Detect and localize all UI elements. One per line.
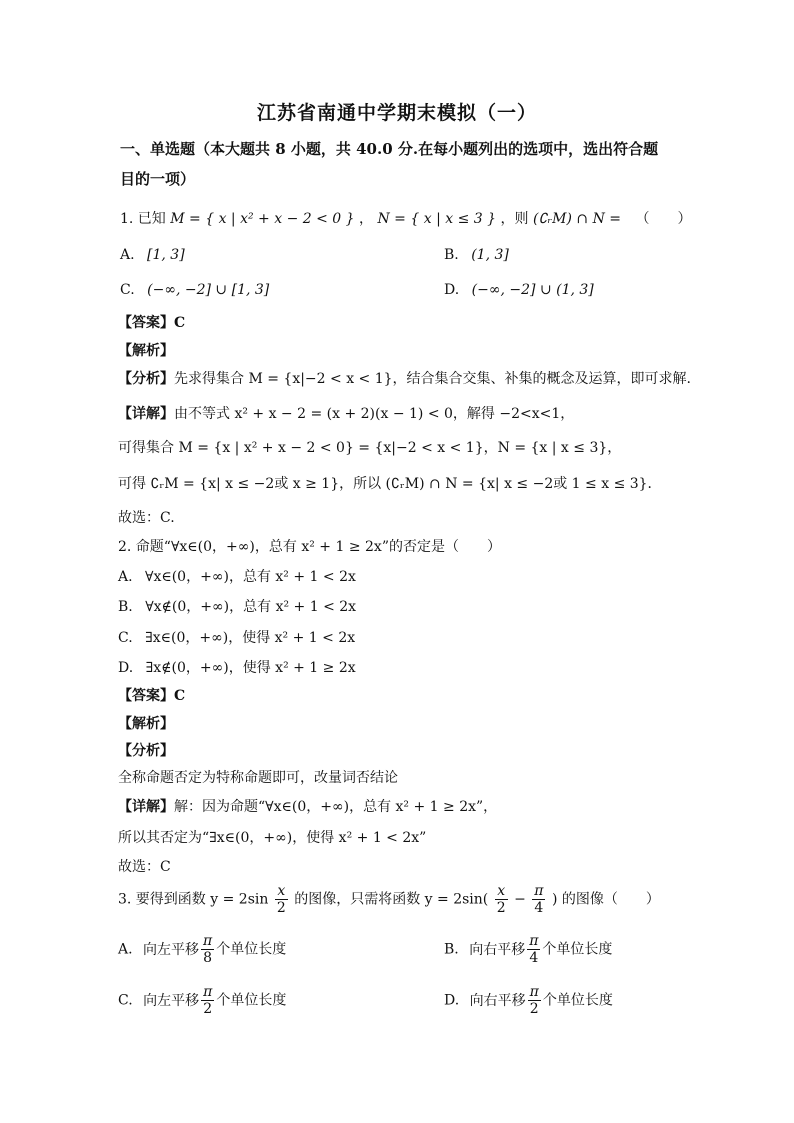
q2-line-fouding: 所以其否定为“∃x∈(0，+∞)，使得 x² + 1 < 2x” — [118, 830, 427, 846]
option-text: (1, 3] — [471, 247, 509, 263]
q3-frac-x-over-2 — [275, 883, 288, 916]
q3-option-a — [118, 933, 286, 966]
q2-fenxi-tag: 【分析】 — [118, 743, 174, 759]
q3-stem — [118, 883, 660, 916]
option-post: 个单位长度 — [216, 941, 287, 958]
q1-option-b — [444, 247, 509, 263]
q2-option-b — [118, 596, 356, 616]
q3-option-d — [444, 984, 613, 1017]
q1-stem — [120, 208, 691, 228]
frac-denominator: 2 — [496, 900, 506, 916]
q2-option-d — [118, 657, 356, 677]
frac-numerator: π — [529, 933, 539, 949]
q3-frac-x-over-2b — [495, 883, 508, 916]
q2-fenxi-text: 全称命题否定为特称命题即可，改量词否结论 — [118, 770, 398, 786]
option-pre: 向右平移 — [469, 992, 526, 1009]
option-post: 个单位长度 — [216, 992, 287, 1009]
q1-fenxi — [118, 368, 691, 388]
frac-denominator: 8 — [203, 950, 213, 966]
option-label: B. — [444, 247, 459, 263]
option-label: D. — [444, 992, 460, 1009]
frac-denominator: 2 — [203, 1001, 213, 1017]
q1-guxuan: 故选：C. — [118, 510, 175, 526]
q3-stem-c: ) 的图像（ ） — [551, 891, 660, 908]
option-label: C. — [118, 992, 133, 1009]
q1-option-c — [120, 282, 269, 298]
frac-numerator: π — [534, 883, 544, 899]
xiangjie-tag: 【详解】 — [118, 799, 174, 815]
frac-numerator: x — [495, 883, 508, 900]
frac-numerator: π — [203, 984, 213, 1000]
frac-numerator: x — [275, 883, 288, 900]
option-label: B. — [118, 599, 133, 615]
section-header-line2: 目的一项） — [120, 170, 196, 188]
option-label: C. — [120, 282, 135, 298]
option-frac — [201, 933, 214, 966]
option-post: 个单位长度 — [542, 941, 613, 958]
q2-stem: 2. 命题“∀x∈(0，+∞)，总有 x² + 1 ≥ 2x”的否定是（ ） — [118, 539, 501, 555]
q1-comma: ， — [359, 211, 374, 227]
q2-xiangjie — [118, 796, 497, 816]
option-pre: 向左平移 — [143, 941, 200, 958]
q3-stem-a: 3. 要得到函数 y = 2sin — [118, 891, 269, 908]
option-label: B. — [444, 941, 459, 958]
option-frac — [528, 984, 541, 1017]
q2-option-c — [118, 627, 355, 647]
page-title: 江苏省南通中学期末模拟（一） — [256, 102, 537, 124]
frac-denominator: 4 — [534, 900, 544, 916]
q3-minus: − — [514, 891, 526, 908]
frac-numerator: π — [203, 933, 213, 949]
option-text: ∃x∈(0，+∞)，使得 x² + 1 < 2x — [145, 630, 356, 646]
frac-denominator: 2 — [276, 900, 286, 916]
frac-numerator: π — [529, 984, 539, 1000]
fenxi-tag: 【分析】 — [118, 371, 174, 387]
section-header-line1: 一、单选题（本大题共 8 小题，共 40.0 分.在每小题列出的选项中，选出符合题 — [120, 140, 659, 158]
option-label: D. — [444, 282, 460, 298]
q1-then: ，则 — [500, 211, 529, 227]
fenxi-text: 先求得集合 M = {x|−2 < x < 1}，结合集合交集、补集的概念及运算，即可求解. — [174, 371, 691, 387]
xiangjie-text: 解：因为命题“∀x∈(0，+∞)，总有 x² + 1 ≥ 2x”， — [174, 799, 498, 815]
q1-expr: (∁ᵣM) ∩ N = — [532, 211, 622, 227]
q1-set-n: N = { x | x ≤ 3 } — [377, 211, 497, 227]
option-label: C. — [118, 630, 133, 646]
option-label: D. — [118, 660, 134, 676]
option-text: [1, 3] — [147, 247, 185, 263]
frac-denominator: 4 — [529, 950, 539, 966]
xiangjie-text: 由不等式 x² + x − 2 = (x + 2)(x − 1) < 0，解得 −2<x<1， — [174, 406, 575, 422]
option-text: ∃x∉(0，+∞)，使得 x² + 1 ≥ 2x — [145, 660, 356, 676]
q1-set-m: M = { x | x² + x − 2 < 0 } — [170, 211, 355, 227]
q1-jiexi: 【解析】 — [118, 343, 174, 359]
option-post: 个单位长度 — [542, 992, 613, 1009]
q1-option-a — [120, 247, 185, 263]
option-text: (−∞, −2] ∪ (1, 3] — [471, 282, 594, 298]
q1-stem-num: 1. 已知 — [120, 211, 166, 227]
option-frac — [527, 933, 540, 966]
option-frac — [201, 984, 214, 1017]
frac-denominator: 2 — [529, 1001, 539, 1017]
q2-answer: 【答案】C — [118, 688, 186, 704]
option-label: A. — [120, 247, 135, 263]
q3-option-b — [444, 933, 612, 966]
xiangjie-tag: 【详解】 — [118, 406, 174, 422]
q2-guxuan: 故选：C — [118, 859, 171, 875]
q2-option-a — [118, 566, 356, 586]
option-text: (−∞, −2] ∪ [1, 3] — [147, 282, 270, 298]
option-text: ∀x∈(0，+∞)，总有 x² + 1 < 2x — [145, 569, 356, 585]
q1-xiangjie — [118, 403, 574, 423]
q3-stem-b: 的图像，只需将函数 y = 2sin( — [294, 891, 489, 908]
q1-answer: 【答案】C — [118, 315, 186, 331]
q3-option-c — [118, 984, 286, 1017]
q1-line-bu: 可得 ∁ᵣM = {x| x ≤ −2或 x ≥ 1}，所以 (∁ᵣM) ∩ N = {x| x ≤ −2或 1 ≤ x ≤ 3}． — [118, 476, 662, 492]
option-label: A. — [118, 941, 133, 958]
option-text: ∀x∉(0，+∞)，总有 x² + 1 < 2x — [145, 599, 357, 615]
option-pre: 向左平移 — [143, 992, 200, 1009]
q1-option-d — [444, 282, 594, 298]
q1-line-ji: 可得集合 M = {x | x² + x − 2 < 0} = {x|−2 < x < 1}，N = {x | x ≤ 3}， — [118, 440, 622, 456]
q3-frac-pi-over-4 — [532, 883, 545, 916]
option-pre: 向右平移 — [469, 941, 526, 958]
q1-paren: （ ） — [635, 211, 692, 227]
option-label: A. — [118, 569, 133, 585]
q2-jiexi: 【解析】 — [118, 716, 174, 732]
